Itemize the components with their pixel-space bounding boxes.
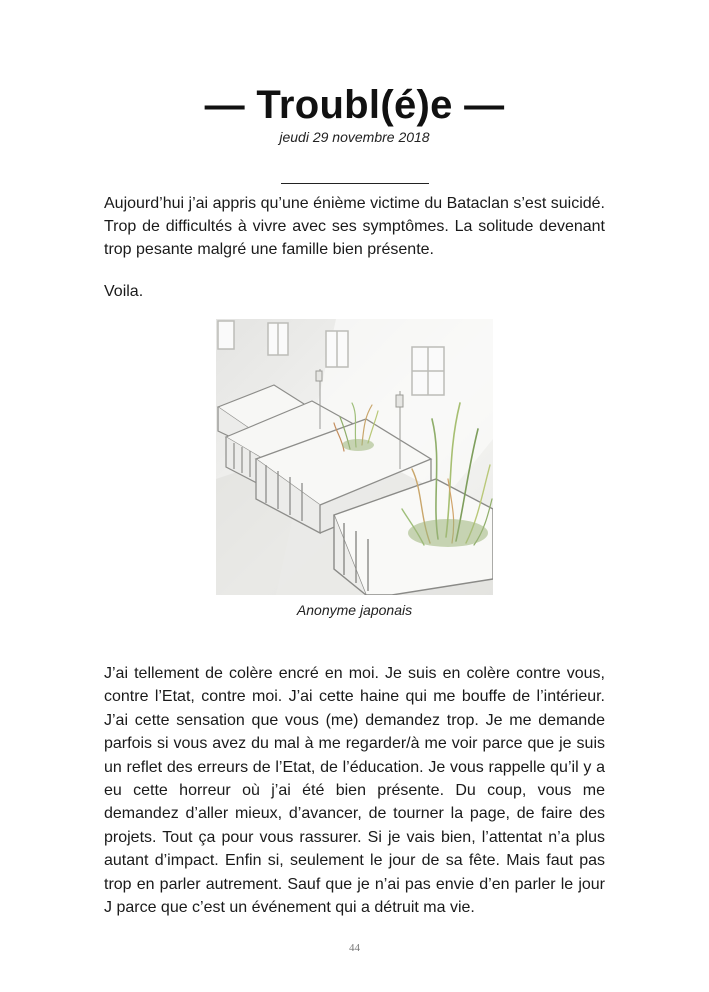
page-title: — Troubl(é)e — <box>204 83 505 127</box>
page-number: 44 <box>349 942 360 954</box>
illustration-hospital-beds <box>216 319 493 595</box>
separator-line <box>281 183 429 184</box>
paragraph-intro: Aujourd’hui j’ai appris qu’une énième victime du Bataclan s’est suicidé. Trop de difficultés à vivre avec ses symptômes. La solitude devenant trop pesante malgré une famille bien présente. <box>104 195 605 258</box>
illustration-drawing <box>216 319 493 595</box>
paragraph-voila: Voila. <box>104 283 144 300</box>
paragraph-anger: J’ai tellement de colère encré en moi. Je suis en colère contre vous, contre l’Etat, contre moi. J’ai cette haine qui me bouffe de l’intérieur. J’ai cette sensation que vous (me) demandez trop. Je me demande parfois si vous avez du mal à me regarder/à me voir parce que je suis un reflet des erreurs de l’Etat, de l’éducation. Je vous rappelle qu’il y a eu cette horreur où j’ai été bien présente. Du coup, vous me demandez d’aller mieux, d’avancer, de tourner la page, de faire des projets. Tout ça pour vous rassurer. Si je vais bien, l’attentat n’a plus autant d’impact. Enfin si, seulement le jour de sa fête. Mais faut pas trop en parler autrement. Sauf que je n’ai pas envie d’en parler le jour J parce que c’est un événement qui a détruit ma vie. <box>104 665 605 917</box>
figure-caption: Anonyme japonais <box>296 602 413 618</box>
entry-date: jeudi 29 novembre 2018 <box>279 129 430 145</box>
